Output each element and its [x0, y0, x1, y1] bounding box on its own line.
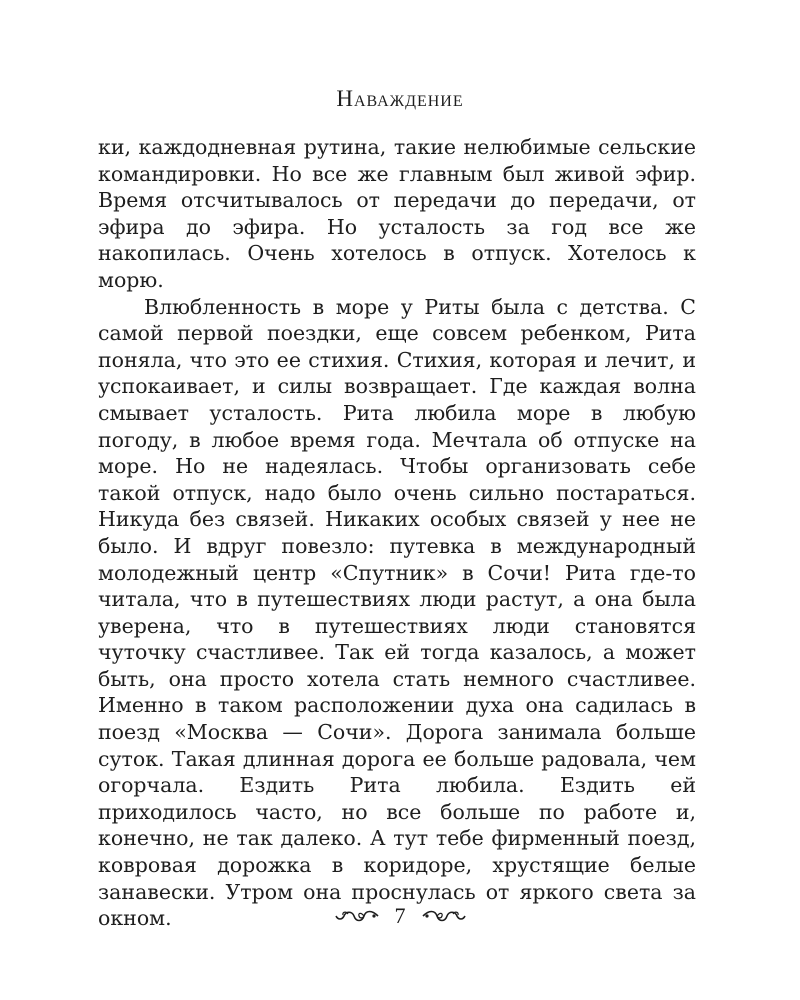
flourish-right-icon	[421, 908, 467, 924]
page-footer	[0, 903, 800, 929]
flourish-left-icon	[334, 908, 380, 924]
paragraph-2: Влюбленность в море у Риты была с детства. С самой первой поездки, еще совсем ребенком, Рита поняла, что это ее стихия. Стихия, которая и лечит, и успокаивает, и силы возвращает. Где каждая волна смывает усталость. Рита любила море в любую погоду, в любое время года. Мечтала об отпуске на море. Но не надеялась. Чтобы организовать себе такой отпуск, надо было очень сильно постараться. Никуда без связей. Никаких особых связей у нее не было. И вдруг повезло: путевка в международный молодежный центр «Спутник» в Сочи! Рита где-то читала, что в путешествиях люди растут, а она была уверена, что в путешествиях люди становятся чуточку счастливее. Так ей тогда казалось, а может быть, она просто хотела стать немного счастливее. Именно в таком расположении духа она садилась в поезд «Москва — Сочи». Дорога занимала больше суток. Такая длинная дорога ее больше радовала, чем огорчала. Ездить Рита любила. Ездить ей приходилось часто, но все больше по работе и, конечно, не так далеко. А тут тебе фирменный поезд, ковровая дорожка в коридоре, хрустящие белые занавески. Утром она проснулась от яркого света за окном.	[98, 294, 696, 931]
paragraph-1: ки, каждодневная рутина, такие нелюбимые сельские командировки. Но все же главным был живой эфир. Время отсчитывалось от передачи до передачи, от эфира до эфира. Но усталость за год все же накопилась. Очень хотелось в отпуск. Хотелось к морю.	[98, 135, 696, 292]
page-number: 7	[394, 903, 406, 928]
body-text	[98, 134, 696, 932]
running-head: Наваждение	[336, 86, 464, 111]
